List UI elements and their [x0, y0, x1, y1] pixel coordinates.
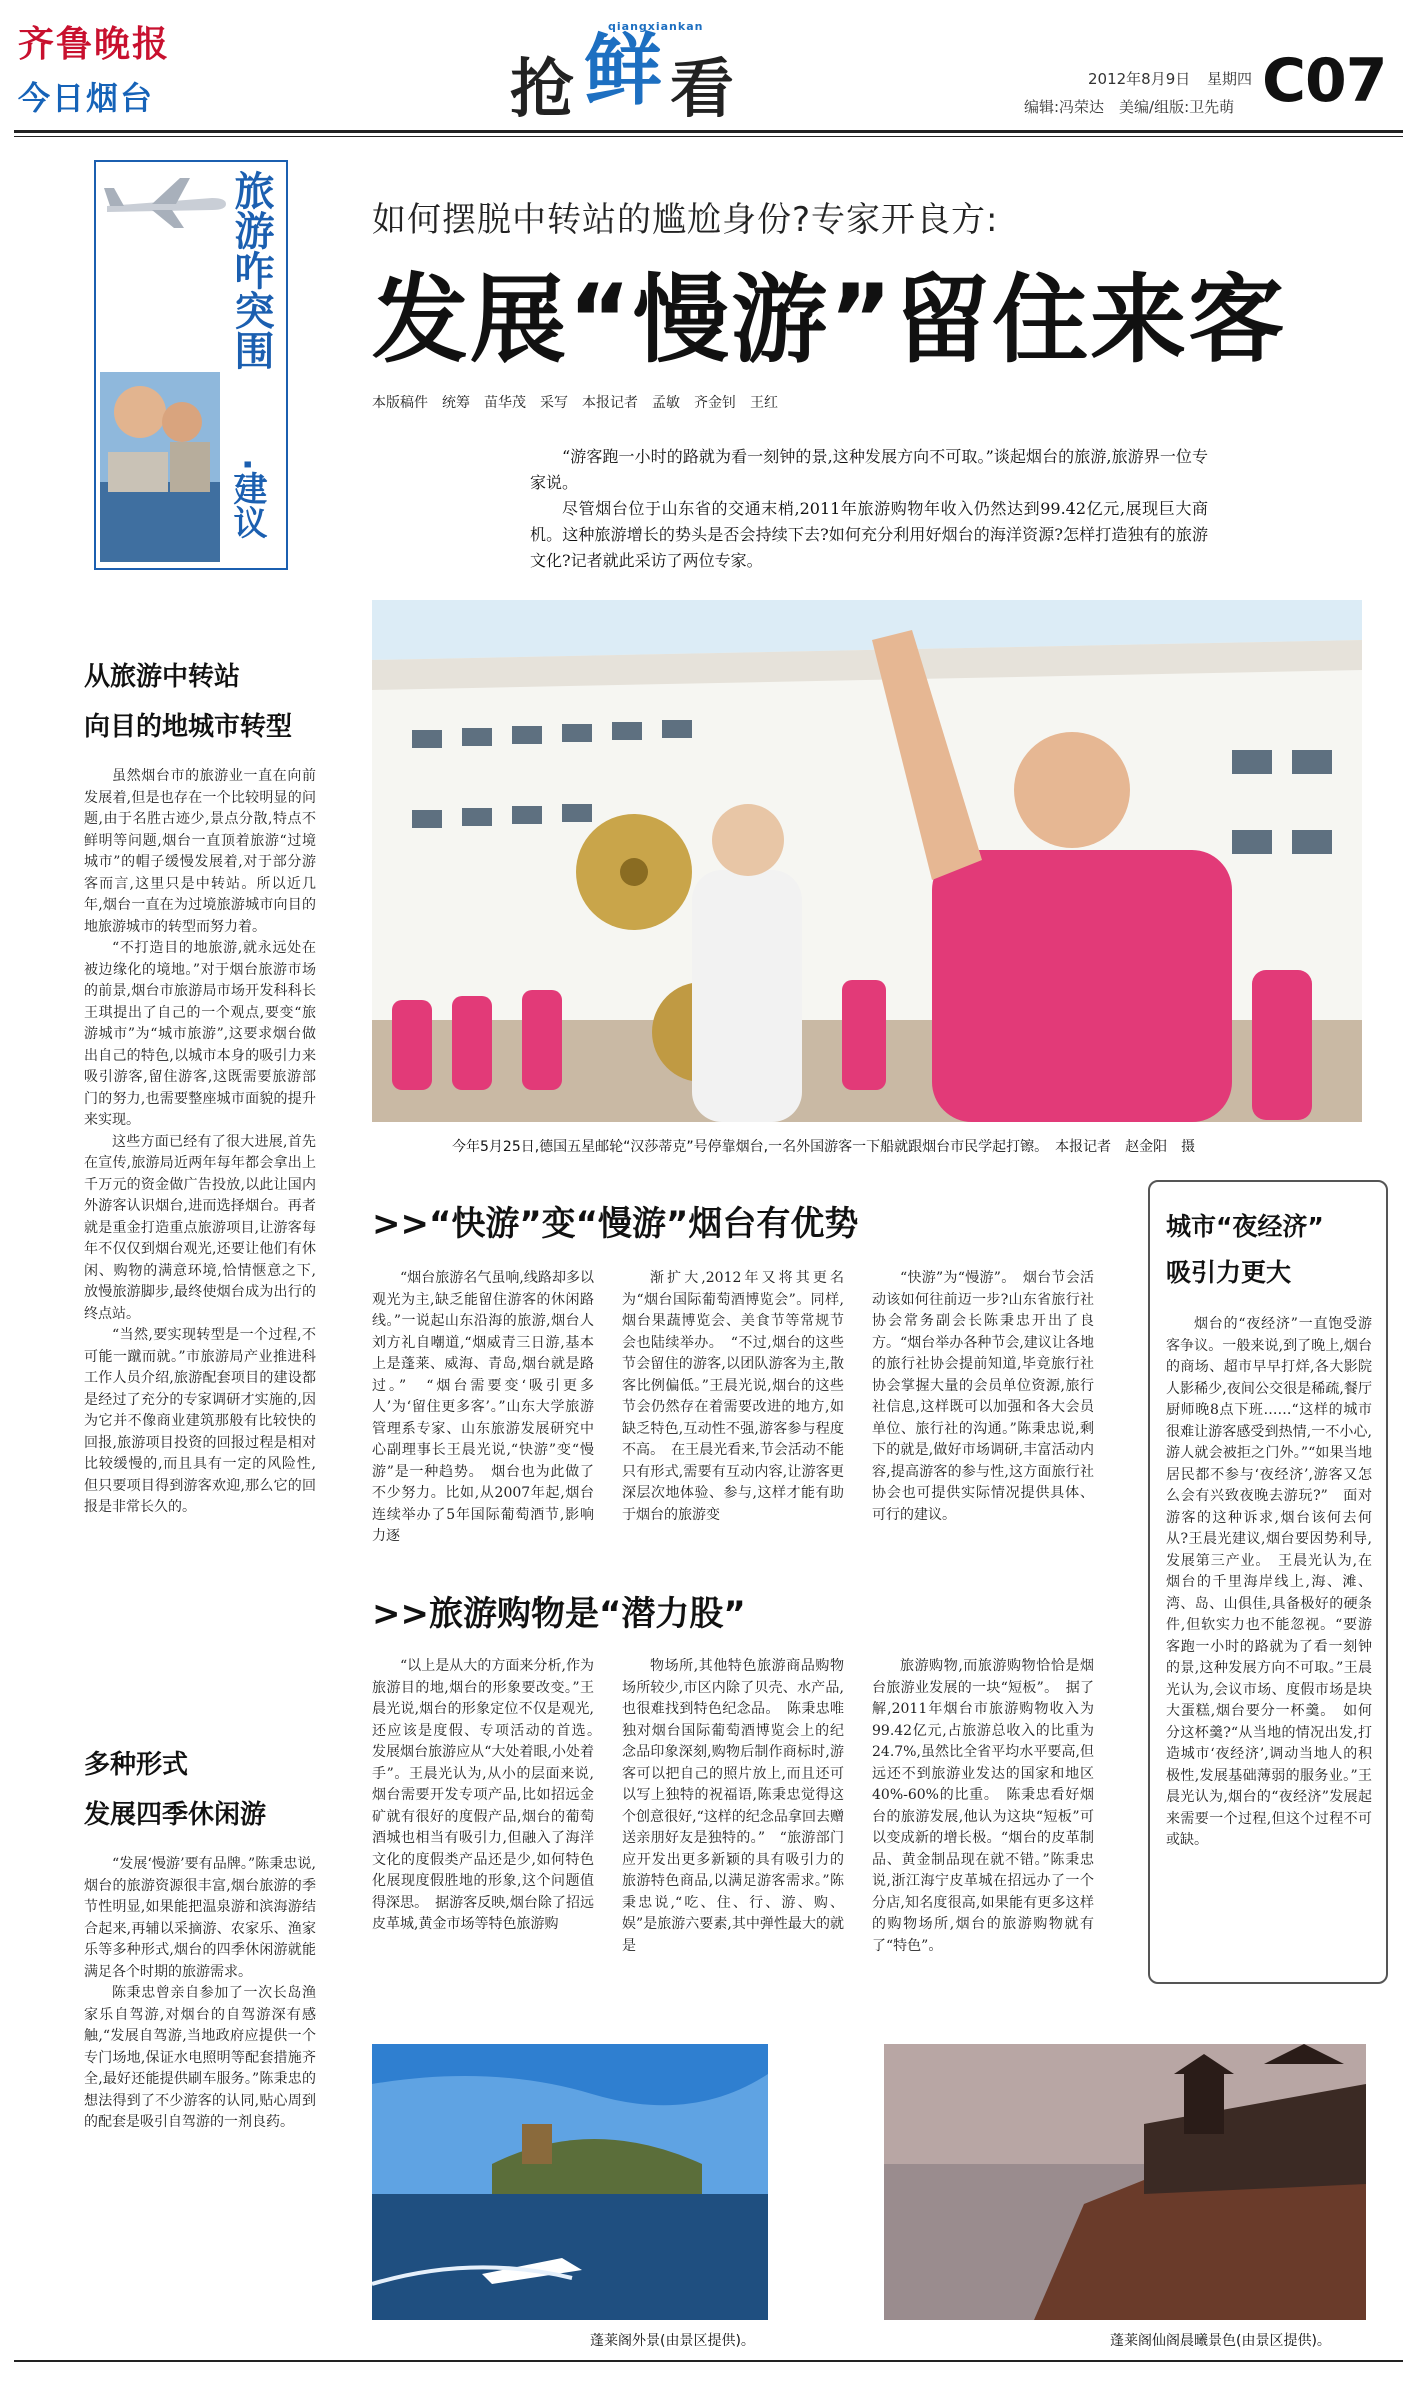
- lead-paragraph-2: 尽管烟台位于山东省的交通末梢,2011年旅游购物年收入仍然达到99.42亿元,展现巨大商机。这种旅游增长的势头是否会持续下去?如何充分利用好烟台的海洋资源?怎样打造独有的旅游文化?记者就此采访了两位专家。: [530, 499, 1208, 570]
- shopping-col-1: [372, 1656, 608, 1936]
- fast-slow-col-1: [372, 1268, 594, 1548]
- left-paragraph-3: 这些方面已经有了很大进展,首先在宣传,旅游局近两年每年都会拿出上千万元的资金做广告投放,以此让国内外游客认识烟台,进而选择烟台。再者就是重金打造重点旅游项目,让游客每年不仅仅到烟台观光,还要让他们有休闲、购物的满意环境,恰情惬意之下,放慢旅游脚步,最终使烟台成为出行的终点站。: [84, 1133, 316, 1322]
- shopping-text-2: 物场所,其他特色旅游商品购物场所较少,市区内除了贝壳、水产品,也很难找到特色纪念品。 陈秉忠唯独对烟台国际葡萄酒博览会上的纪念品印象深刻,购物后制作商标时,游客可以把自己的照片放上,而且还可以写上独特的祝福语,陈秉忠觉得这个创意很好,“这样的纪念品拿回去赠送亲朋好友是独特的。” “旅游部门应开发出更多新颖的具有吸引力的旅游特色商品,以满足游客需求。”陈秉忠说,“吃、住、行、游、购、娱”是旅游六要素,其中弹性最大的就是: [622, 1658, 844, 1954]
- left-subhead-1-line2: 向目的地城市转型: [84, 712, 293, 742]
- airplane-icon: [102, 172, 232, 232]
- shopping-text-1: “以上是从大的方面来分析,作为旅游目的地,烟台的形象要改变。”王晨光说,烟台的形象定位不仅是观光,还应该是度假、专项活动的首选。 发展烟台旅游应从“大处着眼,小处着手”。王晨光认为,从小的层面来说,烟台需要开发专项产品,比如招远金矿就有很好的度假产品,烟台的葡萄酒城也相当有吸引力,但融入了海洋文化的度假类产品还是少,如何特色化展现度假胜地的形象,这个问题值得深思。 据游客反映,烟台除了招远皮革城,黄金市场等特色旅游购: [372, 1658, 608, 1932]
- left-subhead-2-line2: 发展四季休闲游: [84, 1800, 267, 1830]
- sidebar-text: 烟台的“夜经济”一直饱受游客争议。一般来说,到了晚上,烟台的商场、超市早早打烊,各大影院人影稀少,夜间公交很是稀疏,餐厅厨师晚8点下班……“这样的城市很难让游客感受到热情,一不小心,游人就会被拒之门外。”“如果当地居民都不参与‘夜经济’,游客又怎么会有兴致夜晚去游玩?” 面对游客的这种诉求,烟台该何去何从?王晨光建议,烟台要因势利导,发展第三产业。 王晨光认为,在烟台的千里海岸线上,海、滩、湾、岛、山俱佳,具备极好的硬条件,但软实力也不能忽视。“要游客跑一小时的路就为了看一刻钟的景,这种发展方向不可取。”王晨光认为,会议市场、度假市场是块大蛋糕,烟台要分一杯羹。 如何分这杯羹?“从当地的情况出发,打造城市‘夜经济’,调动当地人的积极性,发展基础薄弱的服务业。”王晨光认为,烟台的“夜经济”发展起来需要一个过程,但这个过程不可或缺。: [1166, 1316, 1372, 1848]
- fast-slow-col-3: [872, 1268, 1094, 1526]
- sidebar-title-line1: 城市“夜经济”: [1166, 1212, 1324, 1241]
- article-lead: [530, 444, 1208, 574]
- footer-rule: [14, 2360, 1403, 2362]
- section-shopping-title: >>旅游购物是“潜力股”: [372, 1594, 746, 1634]
- left-paragraph-5: “发展‘慢游’要有品牌。”陈秉忠说,烟台的旅游资源很丰富,烟台旅游的季节性明显,如果能把温泉游和滨海游结合起来,再辅以采摘游、农家乐、渔家乐等多种形式,烟台的四季休闲游就能满足各个时期的旅游需求。: [84, 1856, 316, 1980]
- article-byline: 本版稿件 统筹 苗华茂 采写 本报记者 孟敏 齐金钊 王红: [372, 395, 778, 411]
- article-kicker: 如何摆脱中转站的尴尬身份?专家开良方:: [372, 200, 999, 240]
- paper-name: 齐鲁晚报: [18, 23, 171, 65]
- weekday-text: 星期四: [1207, 70, 1253, 88]
- left-body-1: [84, 766, 316, 1519]
- penglai-exterior-photo: [372, 2044, 768, 2320]
- bottom-left-caption: 蓬莱阁外景(由景区提供)。: [590, 2333, 755, 2349]
- editor-credits: 编辑:冯荣达 美编/组版:卫先萌: [1024, 98, 1235, 116]
- shopping-col-3: [872, 1656, 1094, 1957]
- masthead-rule: [14, 130, 1403, 133]
- left-column: [84, 652, 316, 1519]
- bottom-right-caption: 蓬莱阁仙阁晨曦景色(由景区提供)。: [1110, 2333, 1331, 2349]
- left-body-2: [84, 1854, 316, 2134]
- left-paragraph-4: “当然,要实现转型是一个过程,不可能一蹴而就。”市旅游局产业推进科工作人员介绍,旅游配套项目的建设都是经过了充分的专家调研才实施的,因为它并不像商业建筑那般有比较快的回报,旅游项目投资的回报过程是相对比较缓慢的,而且具有一定的风险性,但只要项目得到游客欢迎,那么它的回报是非常长久的。: [84, 1327, 316, 1515]
- left-subhead-2-line1: 多种形式: [84, 1750, 189, 1780]
- section-name: 今日烟台: [18, 79, 155, 117]
- sidebar-title-line2: 吸引力更大: [1166, 1258, 1292, 1287]
- section-fast-slow-title: >>“快游”变“慢游”烟台有优势: [372, 1204, 859, 1244]
- sidebar-body: [1166, 1314, 1372, 1852]
- sidebar-night-economy: [1148, 1180, 1388, 1984]
- masthead-rule-thin: [14, 136, 1403, 137]
- left-subhead-1-line1: 从旅游中转站: [84, 662, 241, 692]
- left-column-lower: [84, 1740, 316, 2134]
- fast-slow-text-2: 渐扩大,2012年又将其更名为“烟台国际葡萄酒博览会”。同样,烟台果蔬博览会、美食节等常规节会也陆续举办。 “不过,烟台的这些节会留住的游客,以团队游客为主,散客比例偏低。”王晨光说,烟台的这些节会仍然存在着需要改进的地方,如缺乏特色,互动性不强,游客参与程度不高。 在王晨光看来,节会活动不能只有形式,需要有互动内容,让游客更深层次地体验、参与,这样才能有助于烟台的旅游变: [622, 1270, 844, 1523]
- page-number: C07: [1262, 46, 1387, 116]
- masthead-left: [18, 16, 218, 119]
- left-paragraph-1: 虽然烟台市的旅游业一直在向前发展着,但是也存在一个比较明显的问题,由于名胜古迹少,景点分散,特点不鲜明等问题,烟台一直顶着旅游“过境城市”的帽子缓慢发展着,对于部分游客而言,这里只是中转站。所以近几年,烟台一直在为过境旅游城市向目的地旅游城市的转型而努力着。: [84, 768, 316, 935]
- logo-char-2: 鲜: [584, 26, 661, 116]
- fast-slow-col-2: [622, 1268, 844, 1526]
- shopping-col-2: [622, 1656, 844, 1957]
- logo-char-3: 看: [670, 53, 732, 127]
- series-banner: [94, 160, 288, 570]
- shopping-text-3: 旅游购物,而旅游购物恰恰是烟台旅游业发展的一块“短板”。 据了解,2011年烟台市旅游购物收入为99.42亿元,占旅游总收入的比重为24.7%,虽然比全省平均水平要高,但远还不到旅游业发达的国家和地区40%-60%的比重。 陈秉忠看好烟台的旅游发展,他认为这块“短板”可以变成新的增长极。“烟台的皮革制品、黄金制品现在就不错。”陈秉忠说,浙江海宁皮革城在招远办了一个分店,知名度很高,如果能有更多这样的购物场所,烟台的旅游购物就有了“特色”。: [872, 1658, 1094, 1954]
- bottom-photo-left: [372, 2044, 768, 2320]
- date-text: 2012年8月9日: [1088, 70, 1191, 88]
- logo-char-1: 抢: [510, 53, 572, 127]
- series-suffix: ·建议: [227, 458, 267, 539]
- article-headline: 发展“慢游”留住来客: [372, 264, 1287, 376]
- page-logo: [510, 4, 770, 127]
- issue-date: [1088, 68, 1252, 89]
- logo-pinyin: qiangxiankan: [608, 20, 704, 33]
- series-title: 旅游咋突围: [228, 170, 274, 370]
- lead-paragraph-1: “游客跑一小时的路就为看一刻钟的景,这种发展方向不可取。”谈起烟台的旅游,旅游界一位专家说。: [530, 447, 1208, 492]
- bottom-photo-right: [884, 2044, 1366, 2320]
- harbor-photo: [100, 372, 220, 562]
- fast-slow-text-1: “烟台旅游名气虽响,线路却多以观光为主,缺乏能留住游客的休闲路线。”一说起山东沿海的旅游,烟台人刘方礼自嘲道,“烟威青三日游,基本上是蓬莱、威海、青岛,烟台就是路过。” “烟台需要变‘吸引更多人’为‘留住更多客’。”山东大学旅游管理系专家、山东旅游发展研究中心副理事长王晨光说,“快游”变“慢游”是一种趋势。 烟台也为此做了不少努力。比如,从2007年起,烟台连续举办了5年国际葡萄酒节,影响力逐: [372, 1270, 594, 1544]
- left-paragraph-2: “不打造目的地旅游,就永远处在被边缘化的境地。”对于烟台旅游市场的前景,烟台市旅游局市场开发科科长王琪提出了自己的一个观点,要变“旅游城市”为“城市旅游”,这要求烟台做出自己的特色,以城市本身的吸引力来吸引游客,留住游客,这既需要旅游部门的努力,也需要整座城市面貌的提升来实现。: [84, 940, 316, 1128]
- fast-slow-text-3: “快游”为“慢游”。 烟台节会活动该如何往前迈一步?山东省旅行社协会常务副会长陈秉忠开出了良方。“烟台举办各种节会,建议让各地的旅行社协会提前知道,毕竟旅行社协会掌握大量的会员单位资源,旅行社信息,这样既可以加强和各大会员单位、旅行社的沟通。”陈秉忠说,剩下的就是,做好市场调研,丰富活动内容,提高游客的参与性,这方面旅行社协会也可提供实际情况提供具体、可行的建议。: [872, 1270, 1094, 1523]
- penglai-dawn-photo: [884, 2044, 1366, 2320]
- left-paragraph-6: 陈秉忠曾亲自参加了一次长岛渔家乐自驾游,对烟台的自驾游深有感触,“发展自驾游,当地政府应提供一个专门场地,保证水电照明等配套措施齐全,最好还能提供刷车服务。”陈秉忠的想法得到了不少游客的认同,贴心周到的配套是吸引自驾游的一剂良药。: [84, 1985, 316, 2130]
- cruise-ship-scene: [372, 600, 1362, 1122]
- main-photo-caption: 今年5月25日,德国五星邮轮“汉莎蒂克”号停靠烟台,一名外国游客一下船就跟烟台市民学起打镲。 本报记者 赵金阳 摄: [452, 1139, 1196, 1155]
- main-photo: [372, 600, 1362, 1122]
